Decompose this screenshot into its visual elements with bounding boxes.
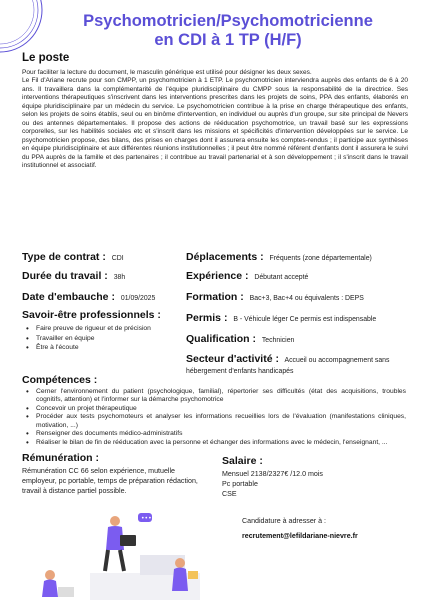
field-label: Durée du travail :	[22, 270, 108, 282]
page-title	[40, 12, 416, 50]
field-label: Qualification :	[186, 333, 257, 345]
list-item: • Procéder aux tests psychomoteurs et analyser les informations recueillies lors de l'évaluation (manifestations cliniques, motivation, ...)	[22, 413, 406, 429]
person-legs-shape	[105, 550, 124, 571]
list-item: • Réaliser le bilan de fin de rééducation avec la personne et échanger des informations avec le médecin, l'enseignant, ...	[22, 439, 406, 447]
section-heading-savoir-etre: Savoir-être professionnels :	[22, 309, 161, 321]
field-label: Expérience :	[186, 270, 249, 282]
candidature-text: Candidature à adresser à :	[242, 517, 326, 525]
field-label: Date d'embauche :	[22, 291, 115, 303]
salaire-line: Pc portable	[222, 480, 258, 489]
remuneration-text: Rémunération CC 66 selon expérience, mutuelle employeur, pc portable, temps de préparation rédaction, travail à distance partiel possible.	[22, 467, 198, 495]
field-label: Déplacements :	[186, 251, 264, 263]
savoir-etre-list	[22, 324, 151, 353]
field-deplacements	[186, 251, 372, 263]
field-value: 01/09/2025	[120, 295, 156, 302]
section-heading-competences: Compétences :	[22, 374, 98, 386]
field-label: Formation :	[186, 291, 244, 303]
list-item: • Faire preuve de rigueur et de précision	[22, 324, 151, 334]
title-line-1: Psychomotricien/Psychomotricienne	[83, 12, 373, 30]
field-value: Technicien	[261, 337, 295, 344]
field-label: Secteur d'activité :	[186, 353, 279, 365]
competences-list	[22, 388, 406, 447]
candidature-email-link[interactable]: recrutement@lefildariane-nievre.fr	[242, 532, 358, 540]
field-value: Fréquents (zone départementale)	[269, 255, 372, 262]
list-item: • Cerner l'environnement du patient (psychologique, familial), répertorier ses difficultés (état des acquisitions, troubles cognitifs, attention) et l'informer sur la démarche psychomotrice	[22, 388, 406, 404]
field-formation	[186, 291, 364, 303]
field-value: Accueil ou accompagnement sans hébergement d'enfants handicapés	[186, 357, 390, 375]
field-experience	[186, 270, 308, 282]
section-heading-poste: Le poste	[22, 52, 70, 64]
people-illustration-icon	[20, 505, 220, 600]
person-body-shape	[42, 580, 58, 598]
field-value: B - Véhicule léger Ce permis est indispensable	[233, 316, 377, 323]
field-secteur	[186, 354, 406, 377]
field-duree	[22, 270, 125, 282]
svg-text:•••: •••	[141, 515, 152, 522]
list-item: • Concevoir un projet thérapeutique	[22, 405, 406, 413]
field-permis	[186, 312, 376, 324]
person-head-shape	[175, 558, 185, 568]
laptop-shape	[58, 587, 74, 597]
list-item: • Être à l'écoute	[22, 343, 151, 353]
salaire-line: CSE	[222, 490, 237, 499]
poste-description	[22, 69, 408, 170]
laptop-shape	[120, 535, 136, 546]
field-label: Permis :	[186, 312, 228, 324]
person-head-shape	[45, 570, 55, 580]
field-value: Débutant accepté	[254, 274, 309, 281]
field-value: 38h	[113, 274, 126, 281]
salaire-details	[222, 469, 323, 500]
person-head-shape	[110, 516, 120, 526]
salaire-line: Mensuel 2138/2327€ /12.0 mois	[222, 470, 323, 478]
field-contrat	[22, 251, 124, 263]
title-line-2: en CDI à 1 TP (H/F)	[154, 31, 302, 49]
list-item: • Travailler en équipe	[22, 334, 151, 344]
poste-paragraph-2: Le Fil d'Ariane recrute pour son CMPP, un psychomotricien à 1 ETP. Le psychomotricien interviendra auprès des enfants de 6 à 20 ans. Il travaillera dans la complémentarité de l'équipe pluridisciplinaire du CMPP sous la responsabilité de la directrice. Ses interventions thérapeutiques s'inscrivent dans les interventions prescrites dans les projets de soins, PPA des enfants, élaborés en équipe pluridisciplinaire par un médecin du service. Le psychomotricien contribue à la prise en charge thérapeutique des enfants, selon les projets de soins établis, seul ou en binôme d'intervention, en individuel ou auprès d'un groupe, sur site principal de Nevers ou des antennes départementales. Il propose des actions de rééducation psychomotrice, un travail basé sur les expressions corporelles, sur les habilités sociales etc et s'inscrit dans les missions et spécificités d'intervention développées sur le service. Le psychomotricien propose, des bilans, des prises en charges dont il assurera ensuite les comptes-rendus ; il participe aux synthèses en équipe pluridisciplinaire et aux différentes réunions institutionnelles ; il peut être nommé référent d'enfants dont il assurera le suivi du PPA auprès de la famille et des partenaires ; il contribue au travail partenarial et à son développement ; il s'inscrit dans le travail institutionnel et associatif.	[22, 77, 408, 169]
field-embauche	[22, 291, 155, 303]
section-heading-salaire: Salaire :	[222, 455, 263, 467]
field-value: Bac+3, Bac+4 ou équivalents : DEPS	[249, 295, 364, 302]
section-heading-remuneration: Rémunération :	[22, 452, 100, 464]
poste-paragraph-1: Pour faciliter la lecture du document, le masculin générique est utilisé pour désigner les deux sexes.	[22, 69, 312, 76]
person-body-shape	[172, 568, 188, 592]
book-shape	[188, 571, 198, 579]
field-value: CDI	[111, 255, 124, 262]
field-label: Type de contrat :	[22, 251, 106, 263]
field-qualification	[186, 333, 294, 345]
list-item: • Renseigner des documents médico-administratifs	[22, 430, 406, 438]
